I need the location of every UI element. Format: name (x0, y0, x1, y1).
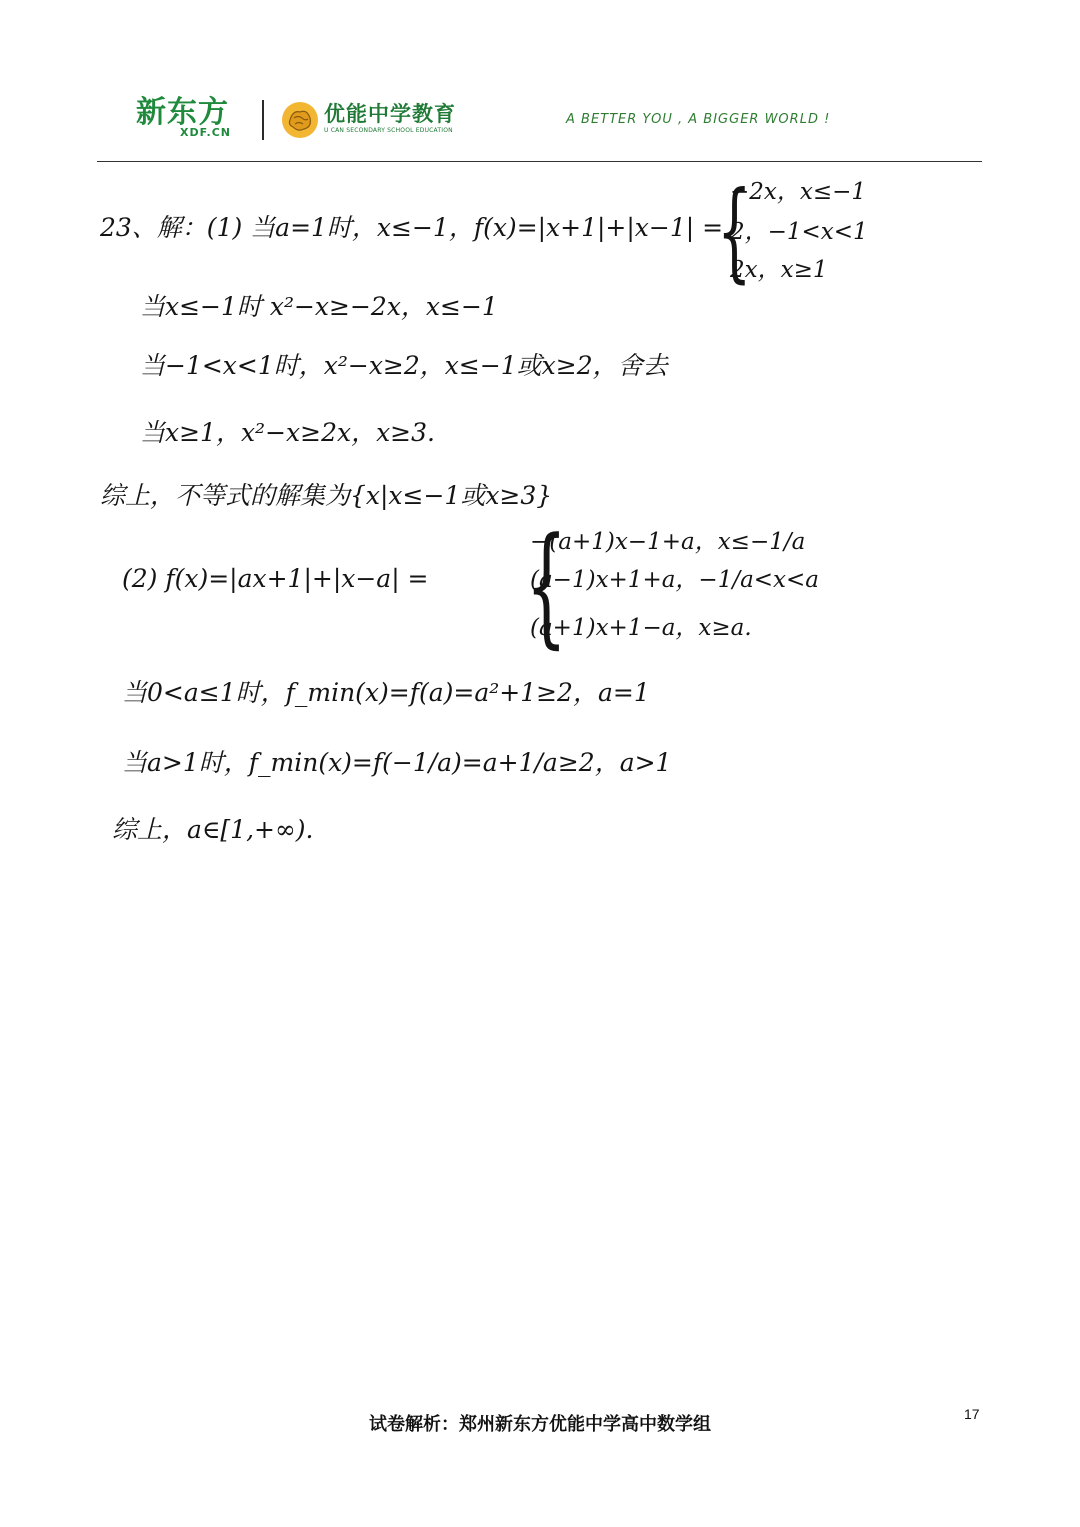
footer-title: 试卷解析：郑州新东方优能中学高中数学组 (369, 1414, 711, 1435)
solution-line-7: 当a>1时，f_min(x)=f(−1/a)=a+1/a≥2，a>1 (122, 748, 672, 777)
case-1-1: −2x，x≤−1 (730, 179, 867, 205)
case-1-2: 2，−1<x<1 (730, 219, 868, 245)
case-1-3: 2x，x≥1 (730, 257, 828, 283)
case-2-2: (a−1)x+1+a，−1/a<x<a (530, 567, 820, 593)
logo-divider (262, 100, 264, 140)
xdf-logo-text: 新东方 (136, 95, 229, 130)
ucan-logo-subtext: U CAN SECONDARY SCHOOL EDUCATION (324, 127, 453, 134)
header-divider (97, 161, 982, 162)
solution-line-2: 当x≤−1时 x²−x≥−2x，x≤−1 (140, 292, 498, 321)
solution-line-3: 当−1<x<1时，x²−x≥2，x≤−1或x≥2，舍去 (140, 351, 668, 380)
header-slogan: A BETTER YOU , A BIGGER WORLD ! (566, 112, 831, 127)
solution-line-4: 当x≥1，x²−x≥2x，x≥3. (140, 418, 435, 447)
solution-line-1: 23、解：(1) 当a=1时，x≤−1，f(x)=|x+1|+|x−1| = (100, 213, 724, 242)
xdf-logo (136, 95, 246, 140)
ucan-logo (280, 100, 470, 140)
piecewise-brace-1: { (717, 169, 752, 294)
piecewise-brace-2: { (525, 509, 568, 661)
page-header (0, 0, 1080, 170)
solution-part-2: (2) f(x)=|ax+1|+|x−a| = (122, 564, 429, 593)
xdf-logo-domain: XDF.CN (180, 126, 231, 139)
solution-line-5: 综上，不等式的解集为{x|x≤−1或x≥3} (100, 481, 553, 510)
page-number: 17 (964, 1406, 980, 1422)
ucan-logo-text: 优能中学教育 (324, 102, 456, 126)
case-2-3: (a+1)x+1−a，x≥a. (530, 615, 752, 641)
solution-line-6: 当0<a≤1时，f_min(x)=f(a)=a²+1≥2，a=1 (122, 678, 650, 707)
solution-line-8: 综上，a∈[1,+∞). (112, 815, 314, 844)
ucan-brain-icon (280, 100, 320, 140)
case-2-1: −(a+1)x−1+a，x≤−1/a (530, 529, 806, 555)
